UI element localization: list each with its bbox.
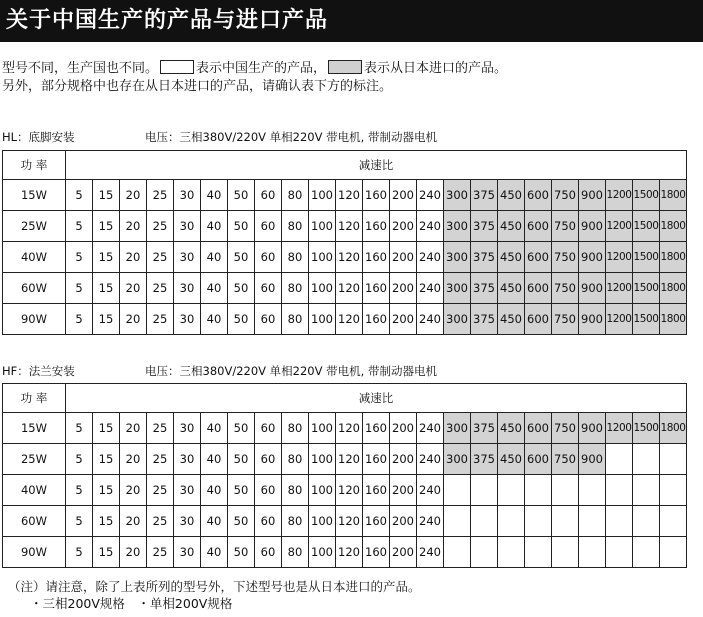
ratio-cell-china: 200 — [390, 506, 417, 537]
table-row — [3, 413, 687, 444]
ratio-cell-empty — [552, 537, 579, 568]
table1-mount: HL：底脚安装 — [2, 130, 75, 144]
power-cell: 60W — [3, 506, 66, 537]
footnote-line-2: ・三相200V规格 ・单相200V规格 — [30, 596, 233, 611]
power-cell: 40W — [3, 475, 66, 506]
ratio-cell-japan: 1500 — [633, 211, 660, 242]
ratio-cell-japan: 1500 — [633, 413, 660, 444]
ratio-cell-china: 60 — [255, 413, 282, 444]
ratio-cell-japan: 1200 — [606, 180, 633, 211]
ratio-cell-china: 240 — [417, 413, 444, 444]
ratio-cell-china: 120 — [336, 475, 363, 506]
table2-heading — [2, 364, 437, 378]
ratio-cell-china: 30 — [174, 211, 201, 242]
ratio-cell-china: 100 — [309, 242, 336, 273]
ratio-cell-japan: 1800 — [660, 273, 687, 304]
ratio-cell-japan: 375 — [471, 180, 498, 211]
ratio-cell-china: 40 — [201, 537, 228, 568]
ratio-cell-japan: 1500 — [633, 304, 660, 335]
table1-heading — [2, 130, 437, 144]
ratio-cell-empty — [525, 506, 552, 537]
table-row — [3, 211, 687, 242]
table-row — [3, 273, 687, 304]
intro-line-1-c: 表示从日本进口的产品。 — [364, 61, 508, 76]
ratio-cell-japan: 300 — [444, 242, 471, 273]
table-row — [3, 475, 687, 506]
ratio-cell-china: 5 — [66, 273, 93, 304]
power-cell: 25W — [3, 211, 66, 242]
ratio-cell-china: 80 — [282, 211, 309, 242]
ratio-cell-china: 25 — [147, 211, 174, 242]
ratio-cell-china: 25 — [147, 273, 174, 304]
ratio-cell-china: 30 — [174, 537, 201, 568]
ratio-cell-china: 20 — [120, 242, 147, 273]
ratio-cell-china: 120 — [336, 211, 363, 242]
ratio-cell-china: 25 — [147, 180, 174, 211]
ratio-cell-china: 200 — [390, 242, 417, 273]
ratio-cell-china: 240 — [417, 180, 444, 211]
ratio-cell-japan: 600 — [525, 211, 552, 242]
ratio-cell-japan: 750 — [552, 444, 579, 475]
ratio-cell-japan: 300 — [444, 413, 471, 444]
ratio-cell-japan: 1500 — [633, 180, 660, 211]
ratio-cell-china: 20 — [120, 413, 147, 444]
ratio-cell-china: 60 — [255, 537, 282, 568]
ratio-cell-china: 50 — [228, 506, 255, 537]
ratio-cell-japan: 1500 — [633, 242, 660, 273]
ratio-cell-china: 25 — [147, 506, 174, 537]
ratio-cell-china: 50 — [228, 413, 255, 444]
ratio-cell-china: 40 — [201, 444, 228, 475]
ratio-cell-china: 100 — [309, 413, 336, 444]
ratio-cell-china: 60 — [255, 180, 282, 211]
intro-line-2: 另外，部分规格中也存在从日本进口的产品，请确认表下方的标注。 — [2, 79, 393, 94]
ratio-cell-empty — [552, 475, 579, 506]
ratio-cell-china: 160 — [363, 475, 390, 506]
ratio-cell-china: 20 — [120, 444, 147, 475]
ratio-cell-japan: 450 — [498, 413, 525, 444]
ratio-cell-empty — [471, 506, 498, 537]
ratio-cell-japan: 750 — [552, 273, 579, 304]
ratio-cell-china: 50 — [228, 537, 255, 568]
power-cell: 90W — [3, 537, 66, 568]
ratio-cell-empty — [444, 506, 471, 537]
ratio-cell-china: 60 — [255, 444, 282, 475]
ratio-cell-empty — [606, 444, 633, 475]
ratio-cell-china: 80 — [282, 273, 309, 304]
ratio-cell-china: 5 — [66, 304, 93, 335]
ratio-cell-china: 50 — [228, 180, 255, 211]
ratio-cell-empty — [606, 537, 633, 568]
ratio-cell-japan: 1200 — [606, 413, 633, 444]
ratio-cell-japan: 750 — [552, 413, 579, 444]
ratio-cell-china: 120 — [336, 413, 363, 444]
intro-line-1-b: 表示中国生产的产品， — [196, 61, 327, 76]
ratio-cell-china: 40 — [201, 475, 228, 506]
ratio-cell-china: 50 — [228, 304, 255, 335]
ratio-cell-empty — [606, 475, 633, 506]
ratio-cell-china: 25 — [147, 304, 174, 335]
ratio-cell-china: 30 — [174, 506, 201, 537]
ratio-cell-japan: 1200 — [606, 304, 633, 335]
ratio-cell-china: 100 — [309, 444, 336, 475]
ratio-cell-china: 240 — [417, 537, 444, 568]
ratio-cell-empty — [633, 444, 660, 475]
ratio-cell-japan: 1800 — [660, 413, 687, 444]
ratio-cell-empty — [498, 506, 525, 537]
power-cell: 90W — [3, 304, 66, 335]
table-row — [3, 180, 687, 211]
ratio-cell-empty — [579, 506, 606, 537]
ratio-cell-china: 30 — [174, 413, 201, 444]
ratio-cell-china: 15 — [93, 180, 120, 211]
ratio-cell-china: 5 — [66, 242, 93, 273]
ratio-cell-china: 240 — [417, 242, 444, 273]
header-power: 功 率 — [3, 384, 66, 413]
ratio-cell-china: 80 — [282, 537, 309, 568]
ratio-cell-japan: 1800 — [660, 211, 687, 242]
ratio-cell-china: 30 — [174, 242, 201, 273]
ratio-cell-china: 20 — [120, 304, 147, 335]
ratio-cell-japan: 375 — [471, 444, 498, 475]
ratio-cell-japan: 1200 — [606, 211, 633, 242]
table1-voltage: 电压：三相380V/220V 单相220V 带电机, 带制动器电机 — [145, 130, 437, 144]
ratio-cell-empty — [498, 475, 525, 506]
ratio-cell-empty — [471, 537, 498, 568]
ratio-cell-china: 100 — [309, 180, 336, 211]
ratio-cell-china: 30 — [174, 475, 201, 506]
table-row — [3, 242, 687, 273]
ratio-cell-china: 120 — [336, 242, 363, 273]
ratio-cell-china: 200 — [390, 413, 417, 444]
ratio-cell-china: 60 — [255, 273, 282, 304]
ratio-cell-japan: 375 — [471, 413, 498, 444]
ratio-cell-china: 40 — [201, 273, 228, 304]
ratio-cell-japan: 900 — [579, 304, 606, 335]
ratio-cell-china: 240 — [417, 273, 444, 304]
ratio-cell-empty — [525, 475, 552, 506]
ratio-cell-china: 100 — [309, 304, 336, 335]
ratio-cell-china: 120 — [336, 444, 363, 475]
ratio-cell-empty — [633, 506, 660, 537]
ratio-cell-china: 40 — [201, 242, 228, 273]
ratio-cell-china: 50 — [228, 211, 255, 242]
legend-japan-box — [328, 60, 362, 74]
ratio-cell-china: 120 — [336, 180, 363, 211]
ratio-cell-empty — [471, 475, 498, 506]
ratio-cell-china: 5 — [66, 506, 93, 537]
ratio-cell-empty — [660, 537, 687, 568]
ratio-cell-japan: 375 — [471, 304, 498, 335]
ratio-cell-empty — [660, 475, 687, 506]
ratio-cell-japan: 1800 — [660, 180, 687, 211]
ratio-cell-japan: 300 — [444, 444, 471, 475]
ratio-cell-empty — [660, 444, 687, 475]
ratio-cell-empty — [633, 475, 660, 506]
ratio-cell-china: 160 — [363, 537, 390, 568]
table-row — [3, 506, 687, 537]
ratio-cell-japan: 450 — [498, 211, 525, 242]
ratio-cell-empty — [579, 537, 606, 568]
ratio-cell-china: 30 — [174, 273, 201, 304]
power-cell: 25W — [3, 444, 66, 475]
ratio-cell-china: 80 — [282, 242, 309, 273]
ratio-cell-japan: 1200 — [606, 273, 633, 304]
ratio-cell-japan: 600 — [525, 242, 552, 273]
ratio-cell-china: 15 — [93, 413, 120, 444]
intro-line-1-a: 型号不同，生产国也不同。 — [2, 61, 159, 76]
ratio-cell-china: 15 — [93, 475, 120, 506]
ratio-cell-china: 160 — [363, 242, 390, 273]
footnote-line-1: （注）请注意，除了上表所列的型号外，下述型号也是从日本进口的产品。 — [8, 579, 421, 594]
ratio-cell-china: 200 — [390, 444, 417, 475]
ratio-cell-china: 20 — [120, 506, 147, 537]
ratio-cell-empty — [444, 475, 471, 506]
ratio-cell-japan: 375 — [471, 242, 498, 273]
ratio-cell-china: 5 — [66, 180, 93, 211]
ratio-cell-china: 20 — [120, 180, 147, 211]
ratio-cell-china: 40 — [201, 506, 228, 537]
ratio-cell-japan: 450 — [498, 304, 525, 335]
ratio-cell-china: 15 — [93, 506, 120, 537]
ratio-cell-japan: 300 — [444, 273, 471, 304]
ratio-cell-china: 50 — [228, 475, 255, 506]
intro-line-1 — [2, 60, 507, 78]
ratio-cell-japan: 450 — [498, 242, 525, 273]
ratio-cell-empty — [579, 475, 606, 506]
ratio-cell-japan: 300 — [444, 180, 471, 211]
ratio-cell-japan: 375 — [471, 211, 498, 242]
ratio-cell-china: 5 — [66, 537, 93, 568]
ratio-cell-empty — [633, 537, 660, 568]
ratio-cell-japan: 300 — [444, 304, 471, 335]
ratio-cell-china: 25 — [147, 537, 174, 568]
ratio-cell-china: 20 — [120, 273, 147, 304]
ratio-cell-china: 200 — [390, 537, 417, 568]
ratio-cell-china: 240 — [417, 475, 444, 506]
ratio-cell-china: 30 — [174, 304, 201, 335]
ratio-cell-china: 100 — [309, 506, 336, 537]
table-row — [3, 537, 687, 568]
ratio-cell-china: 40 — [201, 304, 228, 335]
ratio-cell-china: 50 — [228, 273, 255, 304]
ratio-cell-japan: 750 — [552, 211, 579, 242]
header-ratio: 减速比 — [66, 151, 687, 180]
ratio-cell-china: 15 — [93, 273, 120, 304]
ratio-cell-japan: 1800 — [660, 304, 687, 335]
ratio-cell-china: 100 — [309, 211, 336, 242]
ratio-cell-japan: 900 — [579, 444, 606, 475]
ratio-cell-china: 25 — [147, 413, 174, 444]
ratio-cell-china: 200 — [390, 180, 417, 211]
ratio-cell-china: 160 — [363, 211, 390, 242]
ratio-cell-china: 240 — [417, 211, 444, 242]
ratio-cell-japan: 1500 — [633, 273, 660, 304]
table-row — [3, 304, 687, 335]
ratio-cell-china: 200 — [390, 304, 417, 335]
ratio-cell-china: 80 — [282, 506, 309, 537]
power-cell: 40W — [3, 242, 66, 273]
ratio-cell-japan: 450 — [498, 273, 525, 304]
ratio-cell-china: 200 — [390, 475, 417, 506]
ratio-cell-china: 200 — [390, 211, 417, 242]
power-cell: 15W — [3, 180, 66, 211]
ratio-cell-japan: 750 — [552, 242, 579, 273]
ratio-cell-china: 5 — [66, 444, 93, 475]
ratio-cell-china: 120 — [336, 273, 363, 304]
ratio-cell-china: 5 — [66, 211, 93, 242]
table-row — [3, 444, 687, 475]
ratio-cell-china: 60 — [255, 304, 282, 335]
ratio-cell-china: 240 — [417, 444, 444, 475]
ratio-cell-china: 15 — [93, 537, 120, 568]
power-cell: 15W — [3, 413, 66, 444]
ratio-cell-china: 15 — [93, 242, 120, 273]
ratio-cell-japan: 600 — [525, 444, 552, 475]
ratio-table-hl — [2, 150, 687, 335]
ratio-cell-china: 200 — [390, 273, 417, 304]
power-cell: 60W — [3, 273, 66, 304]
intro-text — [2, 60, 507, 96]
ratio-cell-china: 80 — [282, 180, 309, 211]
ratio-cell-japan: 750 — [552, 180, 579, 211]
ratio-cell-japan: 600 — [525, 413, 552, 444]
ratio-cell-china: 120 — [336, 506, 363, 537]
ratio-cell-japan: 600 — [525, 180, 552, 211]
ratio-cell-china: 15 — [93, 211, 120, 242]
ratio-cell-japan: 900 — [579, 242, 606, 273]
ratio-cell-china: 30 — [174, 444, 201, 475]
ratio-cell-china: 40 — [201, 180, 228, 211]
ratio-table-hf — [2, 383, 687, 568]
footnote — [8, 578, 421, 612]
ratio-cell-china: 20 — [120, 537, 147, 568]
ratio-cell-china: 80 — [282, 413, 309, 444]
ratio-cell-china: 80 — [282, 475, 309, 506]
ratio-cell-china: 25 — [147, 242, 174, 273]
ratio-cell-china: 100 — [309, 475, 336, 506]
ratio-cell-empty — [606, 506, 633, 537]
table2-voltage: 电压：三相380V/220V 单相220V 带电机, 带制动器电机 — [145, 364, 437, 378]
table2-mount: HF：法兰安装 — [2, 364, 75, 378]
ratio-cell-china: 240 — [417, 304, 444, 335]
ratio-cell-japan: 600 — [525, 304, 552, 335]
ratio-cell-japan: 1200 — [606, 242, 633, 273]
header-ratio: 减速比 — [66, 384, 687, 413]
ratio-cell-japan: 300 — [444, 211, 471, 242]
ratio-cell-china: 20 — [120, 211, 147, 242]
ratio-cell-china: 100 — [309, 537, 336, 568]
ratio-cell-japan: 750 — [552, 304, 579, 335]
ratio-cell-china: 50 — [228, 444, 255, 475]
ratio-cell-china: 160 — [363, 273, 390, 304]
ratio-cell-japan: 900 — [579, 180, 606, 211]
ratio-cell-china: 120 — [336, 537, 363, 568]
ratio-cell-china: 15 — [93, 304, 120, 335]
ratio-cell-china: 60 — [255, 506, 282, 537]
legend-china-box — [160, 60, 194, 74]
ratio-cell-japan: 900 — [579, 273, 606, 304]
ratio-cell-china: 25 — [147, 444, 174, 475]
ratio-cell-japan: 900 — [579, 211, 606, 242]
ratio-cell-china: 5 — [66, 413, 93, 444]
ratio-cell-china: 160 — [363, 506, 390, 537]
ratio-cell-empty — [660, 506, 687, 537]
ratio-cell-china: 120 — [336, 304, 363, 335]
ratio-cell-china: 60 — [255, 211, 282, 242]
ratio-cell-japan: 900 — [579, 413, 606, 444]
ratio-cell-china: 160 — [363, 413, 390, 444]
page-title: 关于中国生产的产品与进口产品 — [0, 0, 703, 42]
ratio-cell-china: 25 — [147, 475, 174, 506]
ratio-cell-china: 160 — [363, 180, 390, 211]
ratio-cell-empty — [552, 506, 579, 537]
ratio-cell-empty — [498, 537, 525, 568]
header-power: 功 率 — [3, 151, 66, 180]
ratio-cell-china: 50 — [228, 242, 255, 273]
ratio-cell-china: 40 — [201, 211, 228, 242]
ratio-cell-japan: 375 — [471, 273, 498, 304]
ratio-cell-japan: 600 — [525, 273, 552, 304]
ratio-cell-china: 80 — [282, 304, 309, 335]
ratio-cell-china: 60 — [255, 242, 282, 273]
ratio-cell-japan: 1800 — [660, 242, 687, 273]
ratio-cell-china: 240 — [417, 506, 444, 537]
ratio-cell-china: 20 — [120, 475, 147, 506]
ratio-cell-china: 60 — [255, 475, 282, 506]
ratio-cell-empty — [525, 537, 552, 568]
ratio-cell-japan: 450 — [498, 180, 525, 211]
ratio-cell-china: 30 — [174, 180, 201, 211]
ratio-cell-china: 15 — [93, 444, 120, 475]
ratio-cell-china: 5 — [66, 475, 93, 506]
ratio-cell-china: 100 — [309, 273, 336, 304]
ratio-cell-china: 160 — [363, 304, 390, 335]
ratio-cell-japan: 450 — [498, 444, 525, 475]
ratio-cell-empty — [444, 537, 471, 568]
ratio-cell-china: 40 — [201, 413, 228, 444]
ratio-cell-china: 80 — [282, 444, 309, 475]
ratio-cell-china: 160 — [363, 444, 390, 475]
